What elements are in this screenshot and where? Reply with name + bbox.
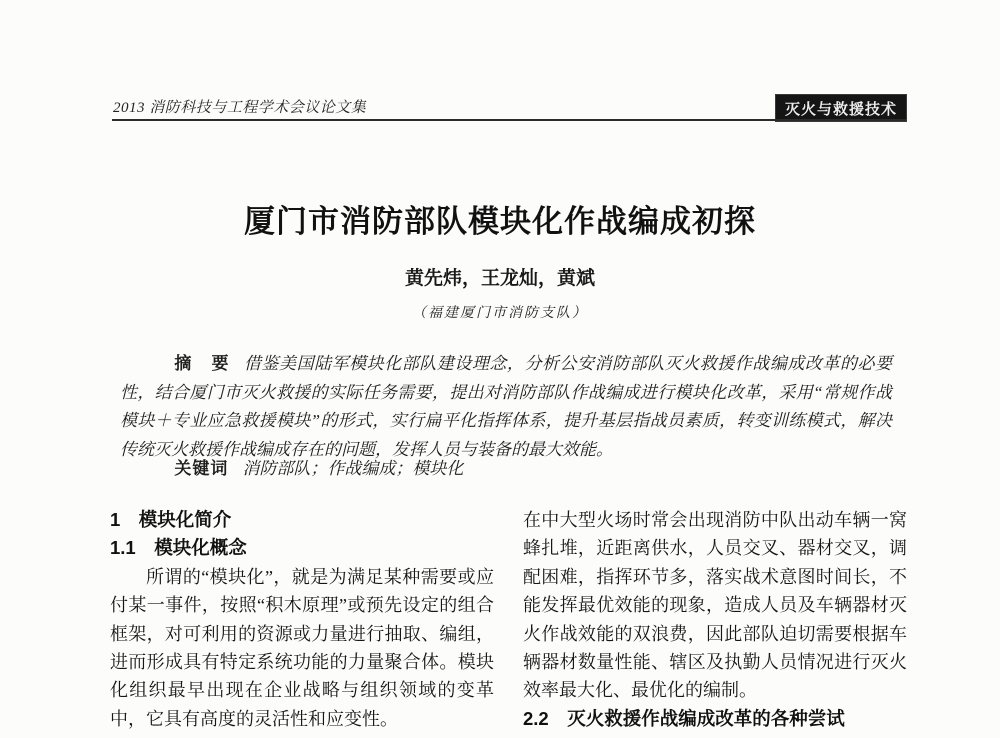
- section-heading-1: 1 模块化简介: [110, 509, 232, 530]
- keywords-block: [120, 455, 892, 484]
- article-title: 厦门市消防部队模块化作战编成初探: [244, 204, 756, 239]
- subsection-heading-2-2: 2.2 灭火救援作战编成改革的各种尝试: [523, 707, 845, 729]
- article-affiliation: （福建厦门市消防支队）: [412, 306, 588, 321]
- abstract-label: 摘 要: [174, 354, 230, 373]
- section-badge: 灭火与救援技术: [776, 95, 906, 121]
- right-column: [523, 506, 907, 733]
- body-paragraph-left: 所谓的“模块化”，就是为满足某种需要或应付某一事件，按照“积木原理”或预先设定的组合框架，对可利用的资源或力量进行抽取、编组，进而形成具有特定系统功能的力量聚合体。模块化组织最早出现在企业战略与组织领域的变革中，它具有高度的灵活性和应变性。: [110, 566, 494, 729]
- subsection-heading-1-1: 1.1 模块化概念: [110, 537, 247, 559]
- keywords-label: 关键词: [174, 459, 229, 478]
- header-rule: [112, 119, 906, 121]
- article-authors: 黄先炜，王龙灿，黄斌: [404, 268, 595, 289]
- keywords-text: 消防部队；作战编成；模块化: [242, 459, 464, 478]
- body-paragraph-right: 在中大型火场时常会出现消防中队出动车辆一窝蜂扎堆，近距离供水，人员交叉、器材交叉，调配困难，指挥环节多，落实战术意图时间长，不能发挥最优效能的现象，造成人员及车辆器材灭火作战效能的双浪费，因此部队迫切需要根据车辆器材数量性能、辖区及执勤人员情况进行灭火效率最大化、最优化的编制。: [523, 510, 907, 701]
- left-column: [110, 506, 494, 733]
- proceedings-title: 2013 消防科技与工程学术会议论文集: [113, 100, 367, 116]
- abstract-block: [120, 350, 892, 464]
- abstract-text: 借鉴美国陆军模块化部队建设理念，分析公安消防部队灭火救援作战编成改革的必要性，结合厦门市灭火救援的实际任务需要，提出对消防部队作战编成进行模块化改革，采用“常规作战模块＋专业应急救援模块”的形式，实行扁平化指挥体系，提升基层指战员素质，转变训练模式，解决传统灭火救援作战编成存在的问题，发挥人员与装备的最大效能。: [120, 354, 893, 459]
